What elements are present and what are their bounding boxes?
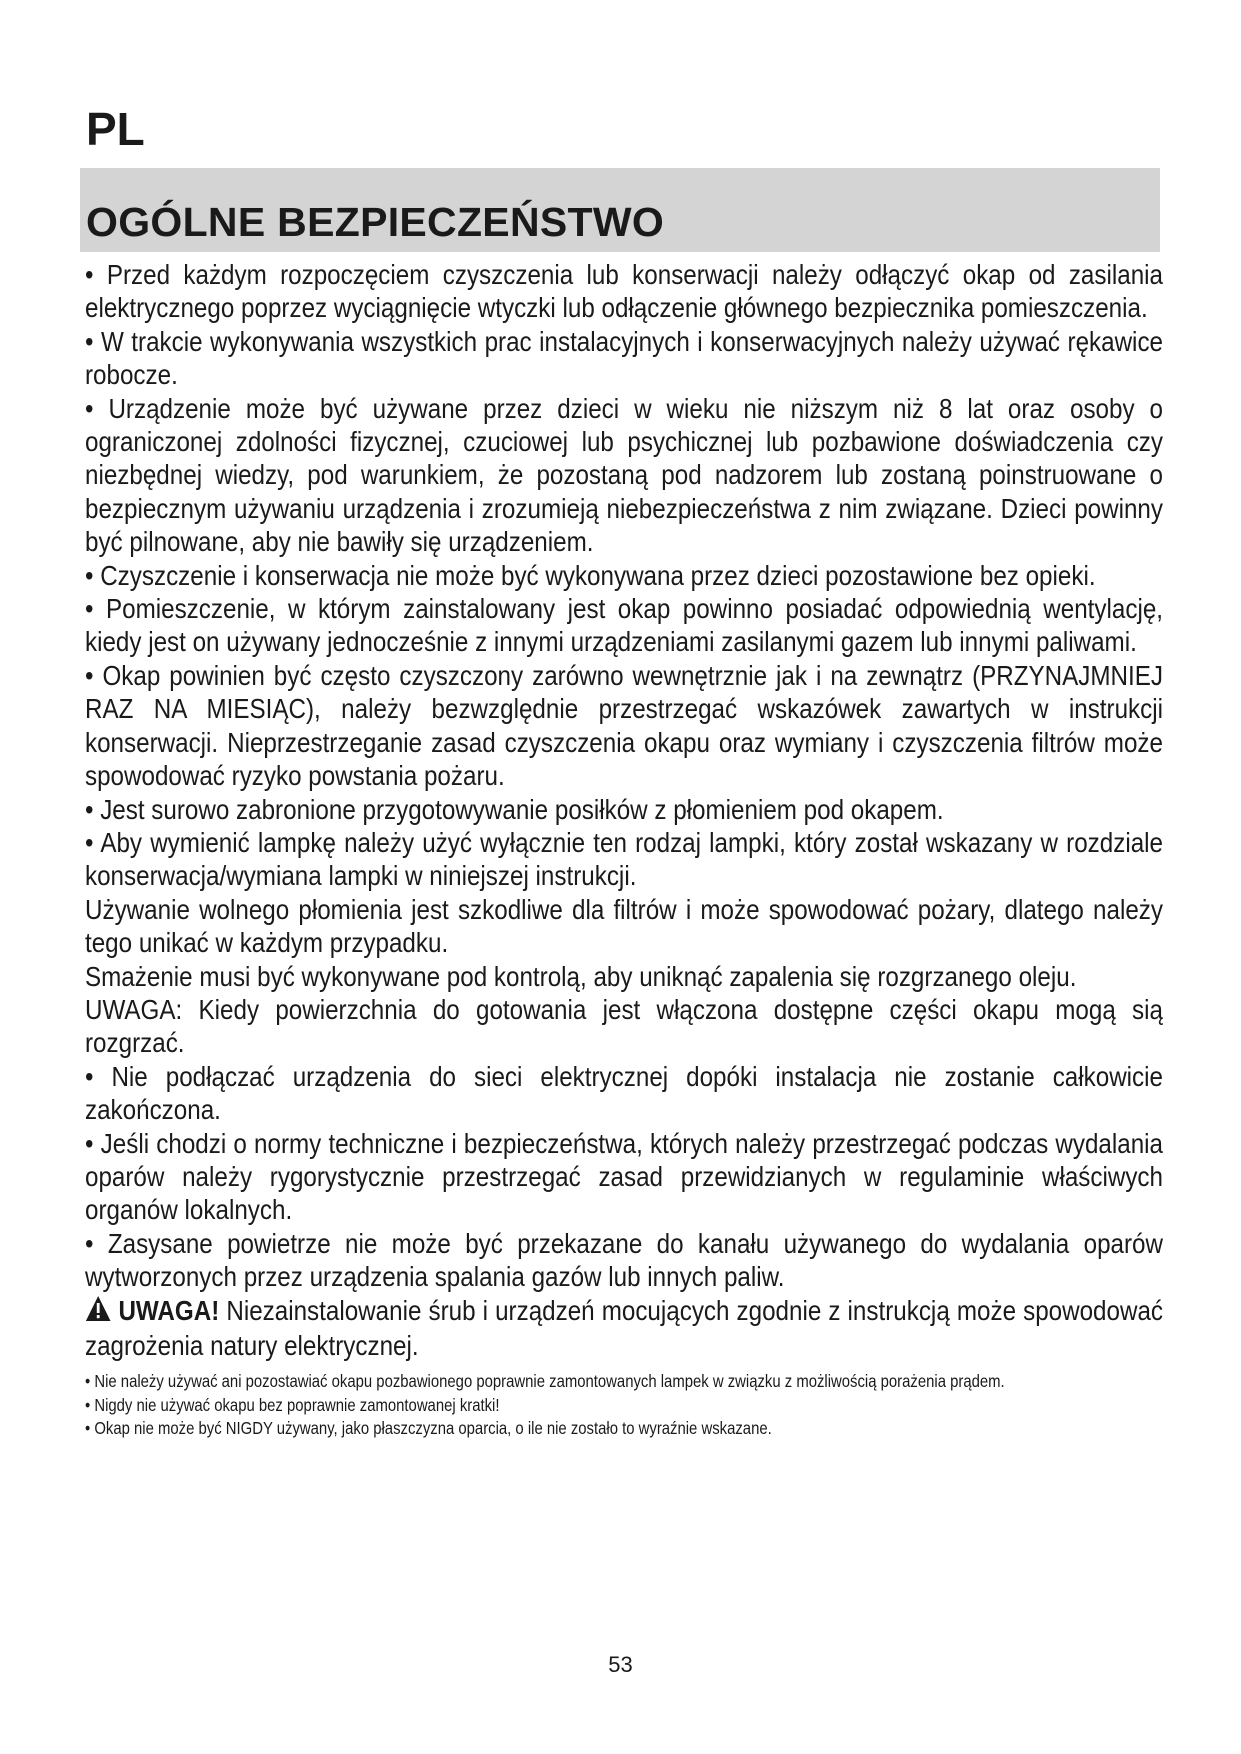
paragraph-hot-parts: UWAGA: Kiedy powierzchnia do gotowania jest włączona dostępne części okapu mogą sią rozgrzać. xyxy=(85,993,1163,1059)
note-grille: • Nigdy nie używać okapu bez poprawnie zamontowanej kratki! xyxy=(85,1394,500,1415)
paragraph-cleaning-frequency: • Okap powinien być często czyszczony zarówno wewnętrznie jak i na zewnątrz (PRZYNAJMNIEJ RAZ NA MIESIĄC), należy bezwzględnie przestrzegać wskazówek zawartych w instrukcji konserwacji. Nieprzestrzeganie zasad czyszczenia okapu oraz wymiany i czyszczenia filtrów może spowodować ryzyko powstania pożaru. xyxy=(85,659,1163,792)
small-notes xyxy=(85,1370,1170,1441)
page-number: 53 xyxy=(608,1652,633,1677)
paragraph-children-cleaning: • Czyszczenie i konserwacja nie może być wykonywana przez dzieci pozostawione bez opieki. xyxy=(85,559,1096,591)
warning-label: UWAGA! xyxy=(118,1294,220,1326)
paragraph-children-usage: • Urządzenie może być używane przez dzieci w wieku nie niższym niż 8 lat oraz osoby o ograniczonej zdolności fizycznej, czuciowej lub psychicznej lub pozbawione doświadczenia czy niezbędnej wiedzy, pod warunkiem, że pozostaną pod nadzorem lub zostaną poinstruowane o bezpiecznym używaniu urządzenia i zrozumieją niebezpieczeństwa z nim związane. Dzieci powinny być pilnowane, aby nie bawiły się urządzeniem. xyxy=(85,392,1163,558)
paragraph-flambe-forbidden: • Jest surowo zabronione przygotowywanie posiłków z płomieniem pod okapem. xyxy=(85,793,944,825)
paragraph-electrical-connection: • Nie podłączać urządzenia do sieci elektrycznej dopóki instalacja nie zostanie całkowicie zakończona. xyxy=(85,1060,1163,1126)
paragraph-local-regulations: • Jeśli chodzi o normy techniczne i bezpieczeństwa, których należy przestrzegać podczas wydalania oparów należy rygorystycznie przestrzegać zasad przewidzianych w regulaminie właściwych organów lokalnych. xyxy=(85,1127,1163,1226)
paragraph-disconnect-power: • Przed każdym rozpoczęciem czyszczenia lub konserwacji należy odłączyć okap od zasilania elektrycznego poprzez wyciągnięcie wtyczki lub odłączenie głównego bezpiecznika pomieszczenia. xyxy=(85,259,1163,324)
warning-text: Niezainstalowanie śrub i urządzeń mocujących zgodnie z instrukcją może spowodować zagrożenia natury elektrycznej. xyxy=(85,1294,1164,1361)
language-code: PL xyxy=(86,103,145,155)
safety-instructions xyxy=(85,258,1170,1441)
note-support-surface: • Okap nie może być NIGDY używany, jako płaszczyzna oparcia, o ile nie zostało to wyraźnie wskazane. xyxy=(85,1418,772,1439)
paragraph-ventilation: • Pomieszczenie, w którym zainstalowany jest okap powinno posiadać odpowiednią wentylację, kiedy jest on używany jednocześnie z innymi urządzeniami zasilanymi gazem lub innymi paliwami. xyxy=(85,593,1163,658)
paragraph-lamp-replacement: • Aby wymienić lampkę należy użyć wyłącznie ten rodzaj lampki, który został wskazany w rozdziale konserwacja/wymiana lampki w niniejszej instrukcji. xyxy=(85,826,1163,892)
paragraph-work-gloves: • W trakcie wykonywania wszystkich prac instalacyjnych i konserwacyjnych należy używać rękawice robocze. xyxy=(85,325,1163,391)
section-title: OGÓLNE BEZPIECZEŃSTWO xyxy=(86,199,665,245)
paragraph-frying: Smażenie musi być wykonywane pod kontrolą, aby uniknąć zapalenia się rozgrzanego oleju. xyxy=(85,960,1077,992)
paragraph-exhaust-duct: • Zasysane powietrze nie może być przekazane do kanału używanego do wydalania oparów wytworzonych przez urządzenia spalania gazów lub innych paliw. xyxy=(85,1227,1163,1293)
paragraph-open-flame: Używanie wolnego płomienia jest szkodliwe dla filtrów i może spowodować pożary, dlatego należy tego unikać w każdym przypadku. xyxy=(85,893,1163,959)
warning-paragraph xyxy=(85,1294,1163,1363)
note-lamps: • Nie należy używać ani pozostawiać okapu pozbawionego poprawnie zamontowanych lampek w związku z możliwością porażenia prądem. xyxy=(85,1371,1005,1392)
warning-triangle-icon xyxy=(85,1295,111,1329)
